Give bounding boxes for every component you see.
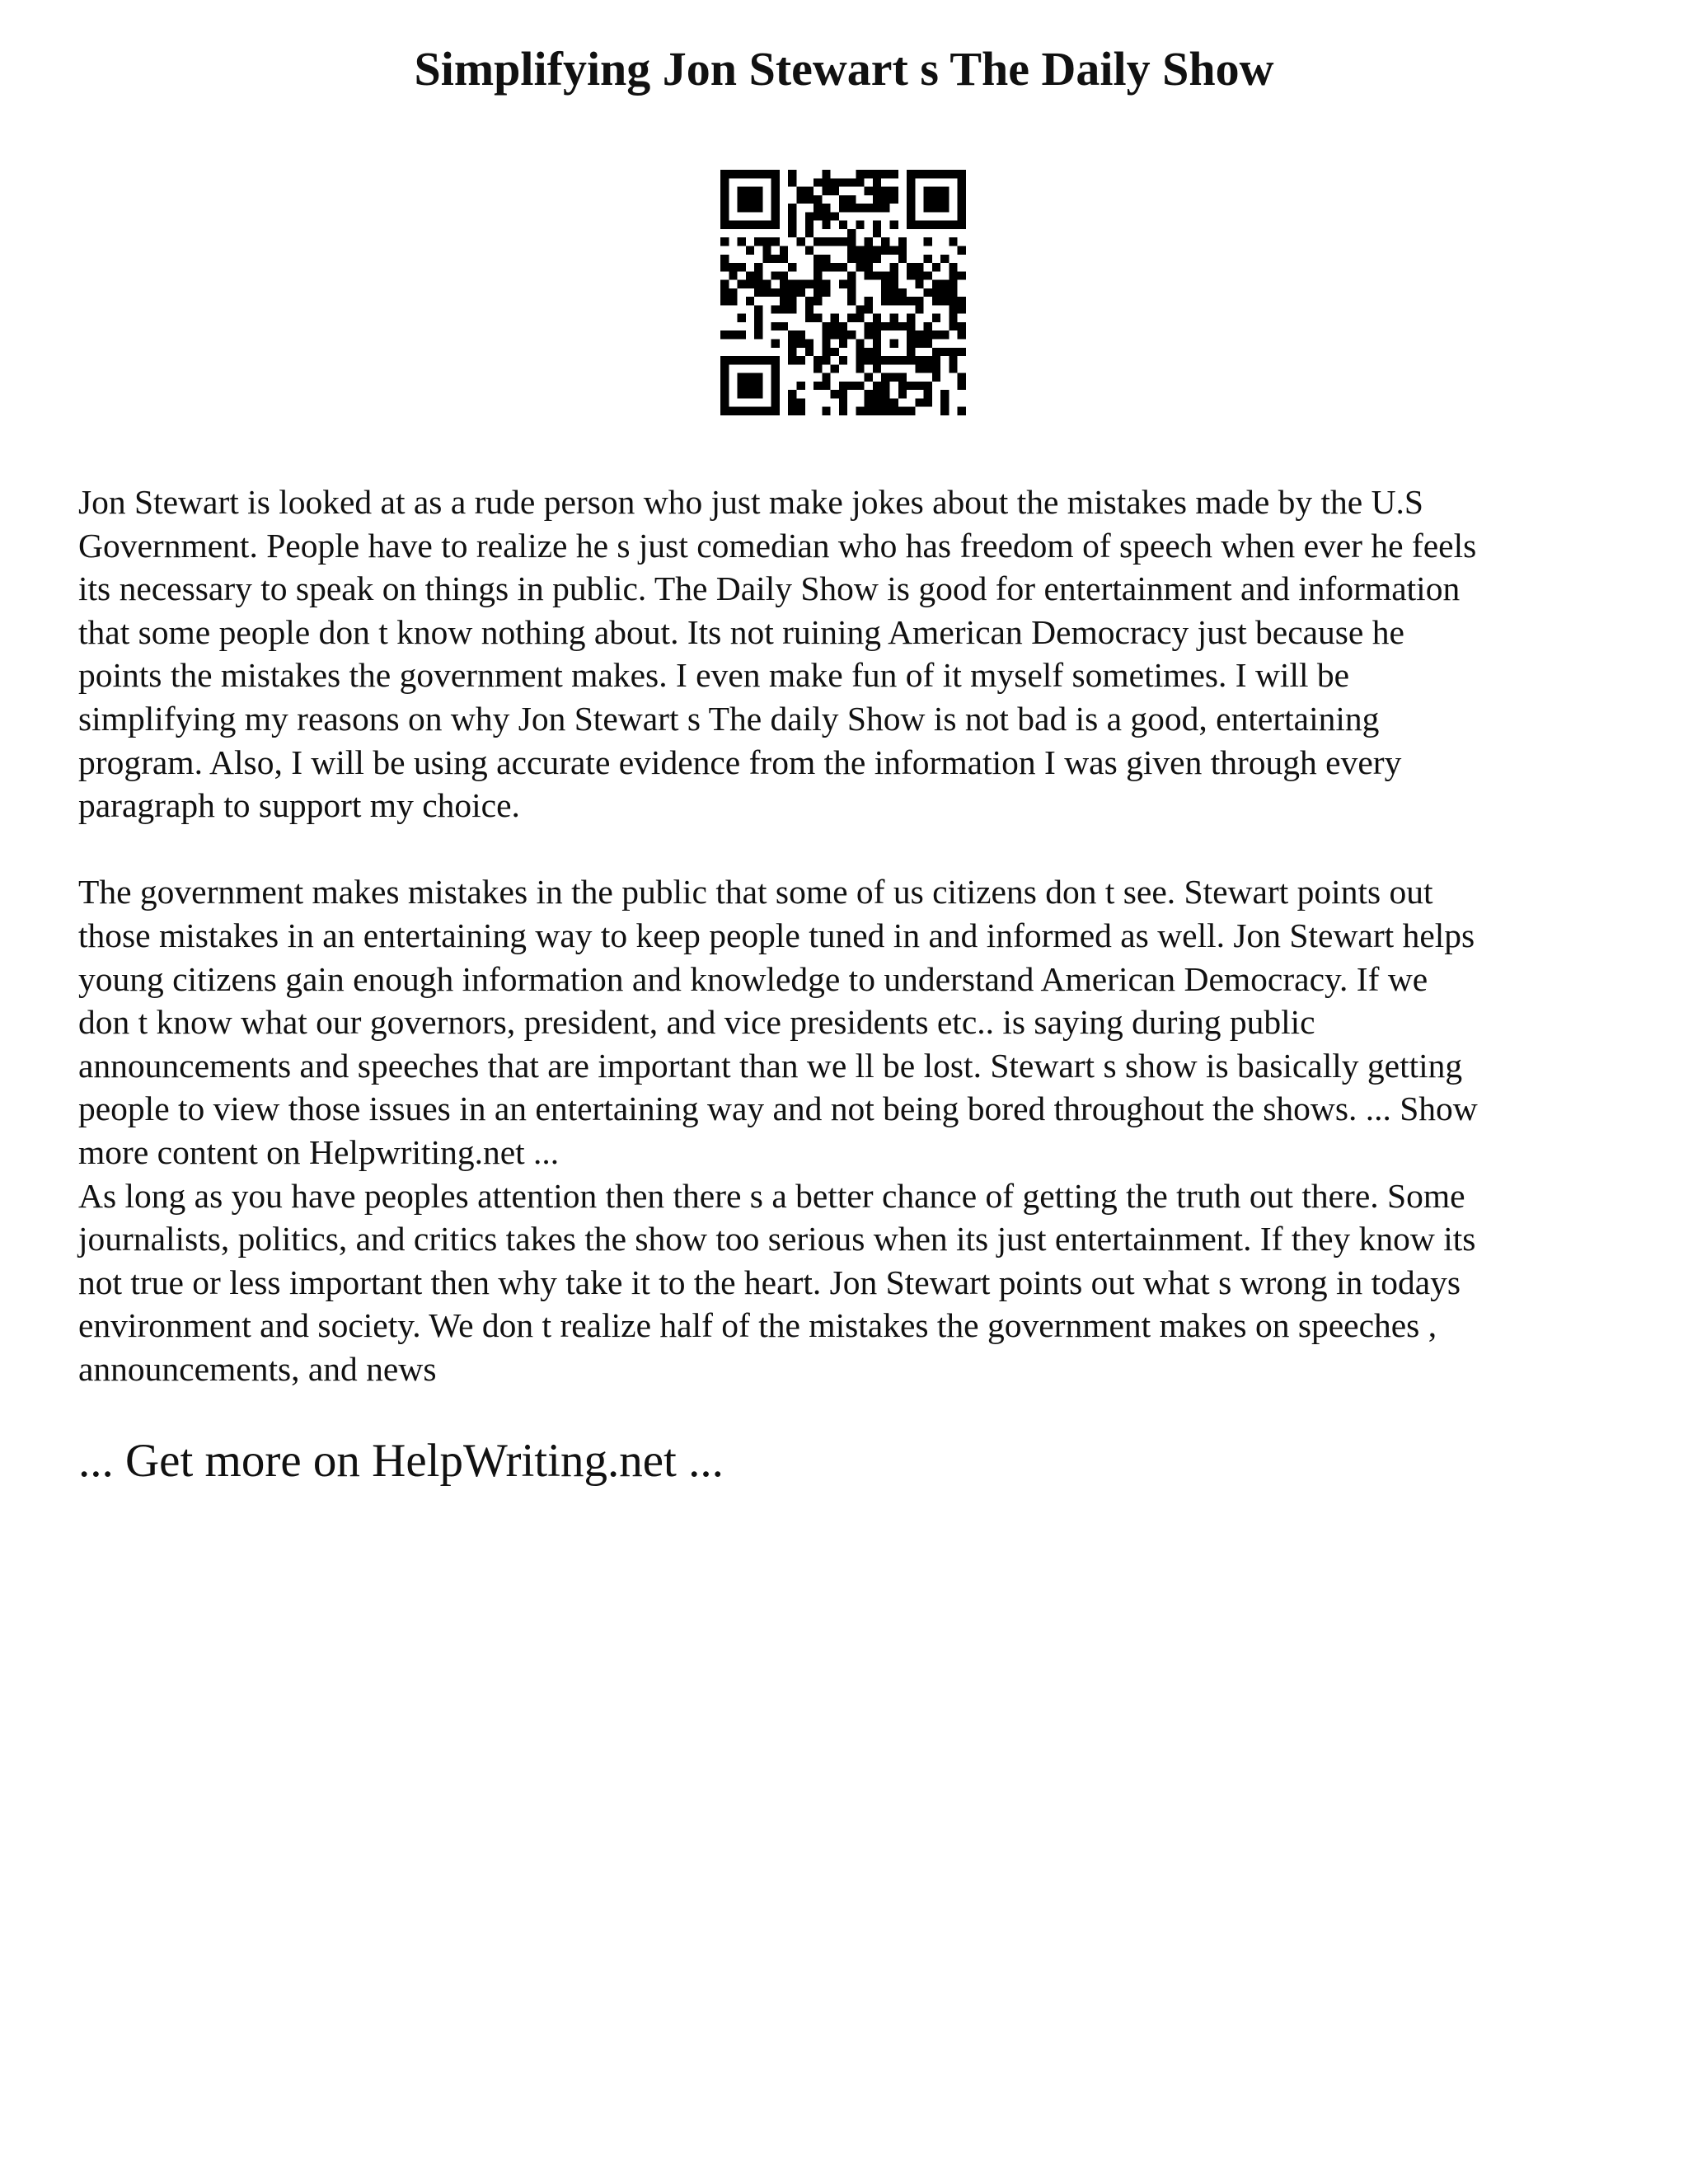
document-body bbox=[78, 480, 1628, 1390]
footer-link-text[interactable]: ... Get more on HelpWriting.net ... bbox=[78, 1435, 724, 1487]
qr-code-icon bbox=[720, 170, 966, 415]
paragraph-intro: Jon Stewart is looked at as a rude person who just make jokes about the mistakes made by the U.S Government. People have to realize he s just comedian who has freedom of speech when ever he feels its necessary to speak on things in public. The Daily Show is good for entertainment and information that some people don t know nothing about. Its not ruining American Democracy just because he points the mistakes the government makes. I even make fun of it myself sometimes. I will be simplifying my reasons on why Jon Stewart s The daily Show is not bad is a good, entertaining program. Also, I will be using accurate evidence from the information I was given through every paragraph to support my choice. bbox=[78, 483, 1477, 825]
paragraph-second: The government makes mistakes in the public that some of us citizens don t see. Stewart points out those mistakes in an entertaining way to keep people tuned in and informed as well. Jon Stewart helps young citizens gain enough information and knowledge to understand American Democracy. If we don t know what our governors, president, and vice presidents etc.. is saying during public announcements and speeches that are important than we ll be lost. Stewart s show is basically getting people to view those issues in an entertaining way and not being bored throughout the shows. ... Show more content on Helpwriting.net ... bbox=[78, 873, 1478, 1171]
document-title: Simplifying Jon Stewart s The Daily Show bbox=[414, 42, 1274, 96]
paragraph-third: As long as you have peoples attention then there s a better chance of getting the truth out there. Some journalists, politics, and critics takes the show too serious when its just entertainment. If they know its not true or less important then why take it to the heart. Jon Stewart points out what s wrong in todays environment and society. We don t realize half of the mistakes the government makes on speeches , announcements, and news bbox=[78, 1176, 1476, 1388]
